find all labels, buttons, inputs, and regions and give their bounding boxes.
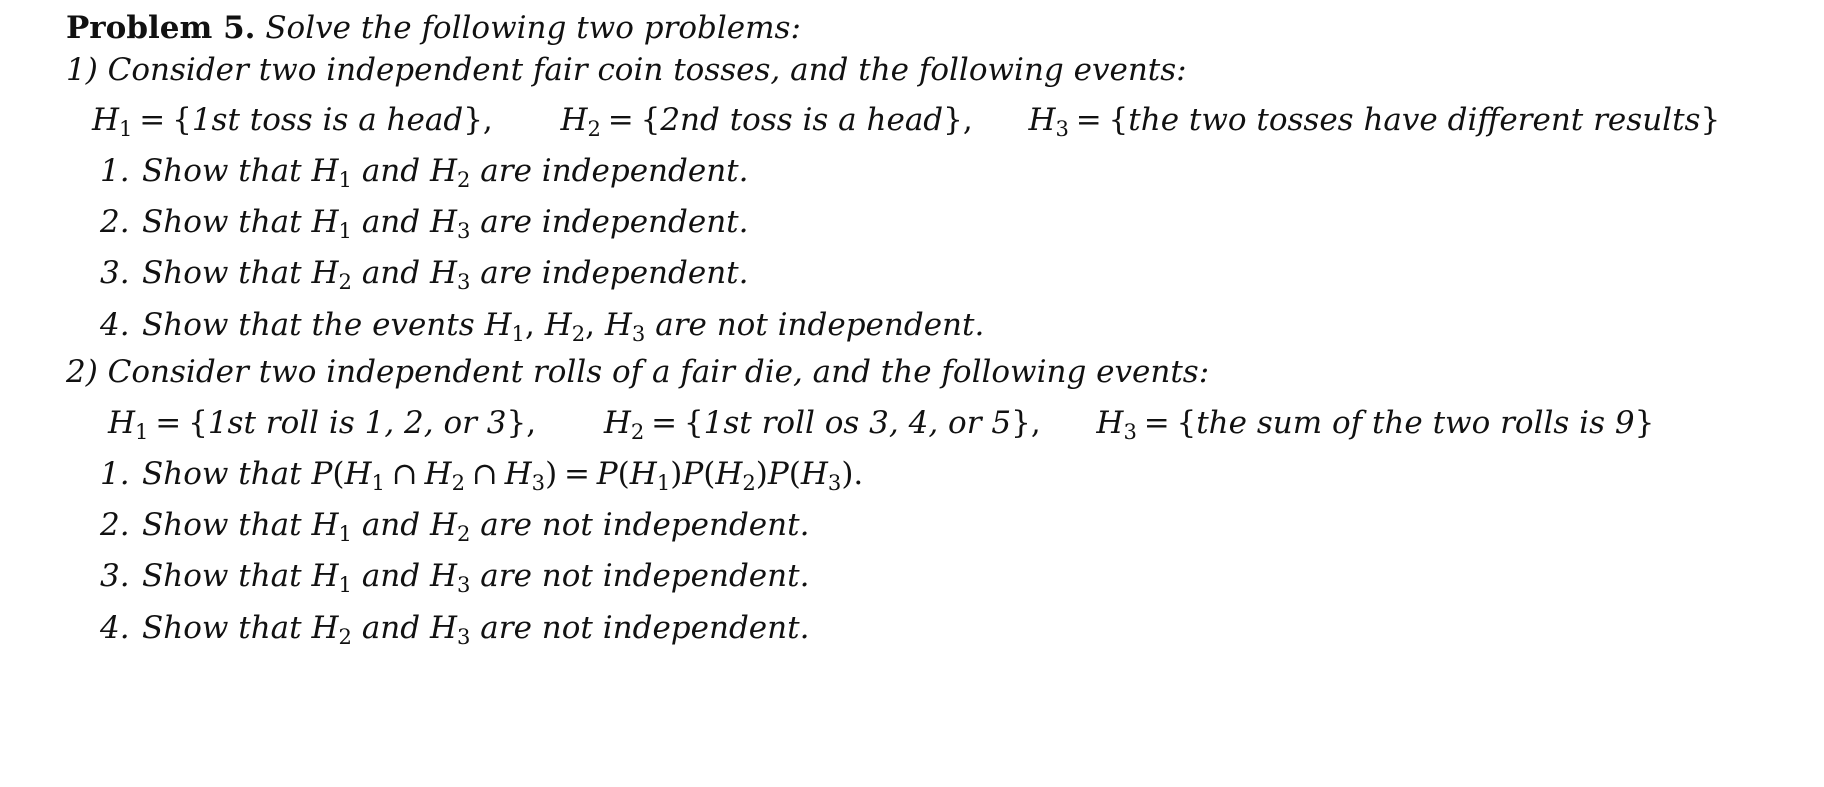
part2-intro: 2) Consider two independent rolls of a fair die, and the following events:	[66, 354, 1210, 390]
part2-item: 3. Show that $H_1$ and $H_3$ are not independent.	[100, 558, 810, 597]
part2-item: 4. Show that $H_2$ and $H_3$ are not independent.	[100, 610, 810, 649]
part2-item: 2. Show that $H_1$ and $H_2$ are not independent.	[100, 507, 810, 546]
part1-item: 2. Show that $H_1$ and $H_3$ are independent.	[100, 204, 749, 243]
part2-item: 1. Show that $P(H_1$ ∩ $H_2$ ∩ $H_3) = P(H_1)P(H_2)P(H_3)$.	[100, 456, 864, 495]
part1-item: 4. Show that the events $H_1$, $H_2$, $H_3$ are not independent.	[100, 307, 985, 346]
problem-header	[66, 8, 801, 48]
part1-event-h2: 2nd toss is a head	[660, 102, 944, 138]
part2-event-h2: 1st roll os 3, 4, or 5	[703, 405, 1012, 441]
part1-event-h3: the two tosses have different results	[1128, 102, 1701, 138]
part1-item: 1. Show that $H_1$ and $H_2$ are independent.	[100, 153, 749, 192]
part2-event-h3: the sum of the two rolls is 9	[1196, 405, 1635, 441]
problem-heading: Problem 5.	[66, 10, 256, 46]
part1-event-h1: 1st toss is a head	[191, 102, 464, 138]
problem-intro: Solve the following two problems:	[265, 10, 801, 46]
part2-events: $H_1 = \{1st$ roll is 1, 2, or 3}, $H_2 = \{1st$ roll os 3, 4, or 5}, $H_3 = \{the$ sum of the two rolls is 9}	[108, 405, 1655, 444]
part1-events: $H_1 = \{1st$ toss is a head}, $H_2 = \{2nd$ toss is a head}, $H_3 = \{the$ two tosses have different results}	[92, 102, 1721, 141]
part1-intro: 1) Consider two independent fair coin tosses, and the following events:	[66, 52, 1187, 88]
part1-item: 3. Show that $H_2$ and $H_3$ are independent.	[100, 255, 749, 294]
part2-event-h1: 1st roll is 1, 2, or 3	[207, 405, 507, 441]
